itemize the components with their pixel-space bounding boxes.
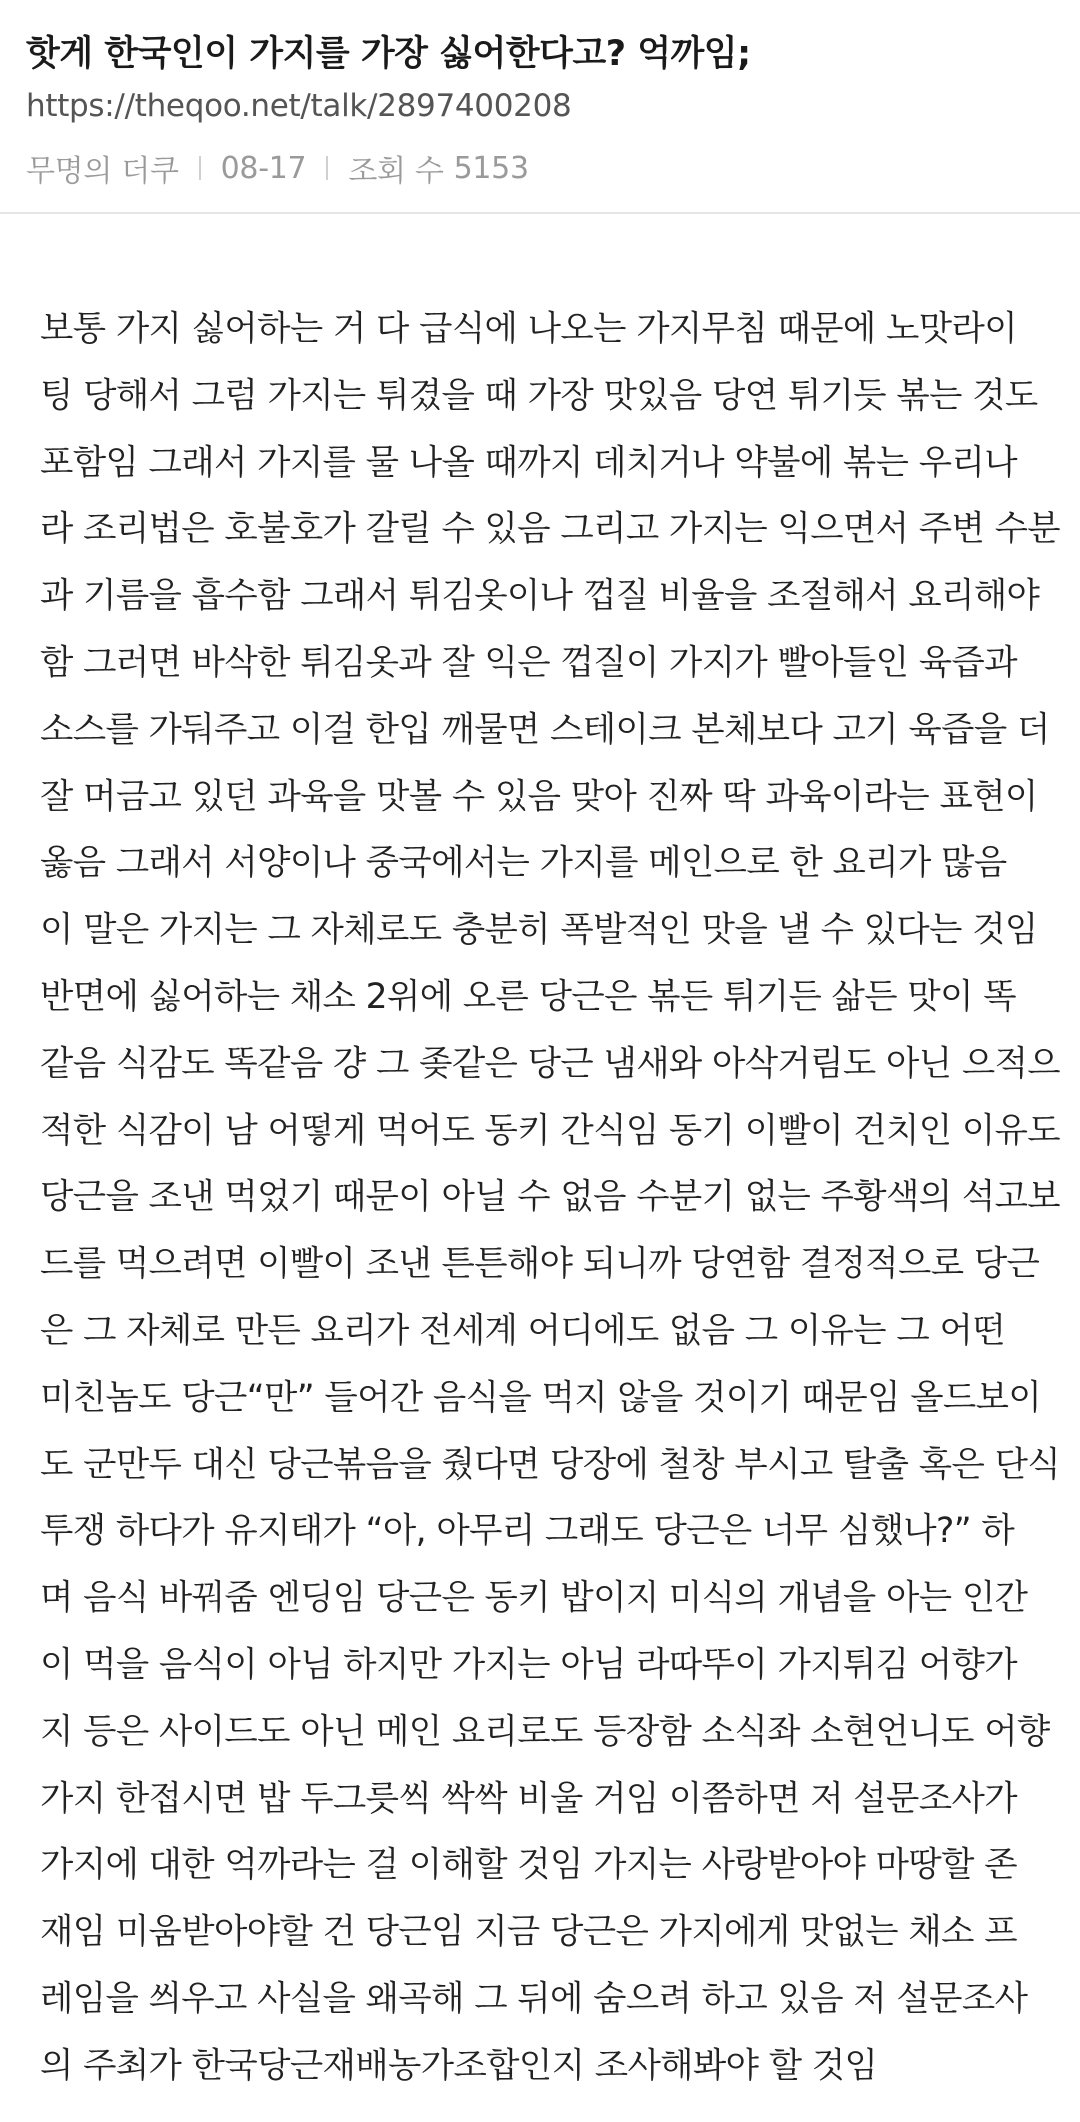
- body-line: 미친놈도 당근“만” 들어간 음식을 먹지 않을 것이기 때문임 올드보이: [40, 1377, 1042, 1418]
- body-line: 라 조리법은 호불호가 갈릴 수 있음 그리고 가지는 익으면서 주변 수분: [40, 509, 1061, 550]
- post-author[interactable]: 무명의 더쿠: [26, 154, 179, 189]
- body-line: 잘 머금고 있던 과육을 맛볼 수 있음 맞아 진짜 딱 과육이라는 표현이: [40, 776, 1038, 817]
- view-count-label: 조회 수: [348, 154, 444, 189]
- meta-divider: [199, 156, 201, 180]
- post-meta: [26, 146, 529, 190]
- body-line: 가지 한접시면 밥 두그릇씩 싹싹 비울 거임 이쯤하면 저 설문조사가: [40, 1778, 1017, 1819]
- body-line: 소스를 가둬주고 이걸 한입 깨물면 스테이크 본체보다 고기 육즙을 더: [40, 709, 1050, 750]
- body-line: 도 군만두 대신 당근볶음을 줬다면 당장에 철창 부시고 탈출 혹은 단식: [40, 1444, 1061, 1485]
- post-header: [0, 0, 1080, 214]
- body-line: 이 말은 가지는 그 자체로도 충분히 폭발적인 맛을 낼 수 있다는 것임: [40, 910, 1038, 951]
- body-line: 며 음식 바꿔줌 엔딩임 당근은 동키 밥이지 미식의 개념을 아는 인간: [40, 1578, 1028, 1619]
- post-date: 08-17: [220, 150, 307, 186]
- meta-divider: [326, 156, 328, 180]
- post-body: [40, 296, 1061, 2100]
- body-line: 지 등은 사이드도 아닌 메인 요리로도 등장함 소식좌 소현언니도 어향: [40, 1711, 1050, 1752]
- body-line: 레임을 씌우고 사실을 왜곡해 그 뒤에 숨으려 하고 있음 저 설문조사: [40, 1978, 1028, 2019]
- body-line: 과 기름을 흡수함 그래서 튀김옷이나 껍질 비율을 조절해서 요리해야: [40, 576, 1040, 617]
- body-line: 팅 당해서 그럼 가지는 튀겼을 때 가장 맛있음 당연 튀기듯 볶는 것도: [40, 375, 1038, 416]
- body-line: 투쟁 하다가 유지태가 “아, 아무리 그래도 당근은 너무 심했나?” 하: [40, 1511, 1015, 1552]
- body-line: 함 그러면 바삭한 튀김옷과 잘 익은 껍질이 가지가 빨아들인 육즙과: [40, 642, 1017, 683]
- body-line: 적한 식감이 남 어떻게 먹어도 동키 간식임 동기 이빨이 건치인 이유도: [40, 1110, 1061, 1151]
- body-line: 옳음 그래서 서양이나 중국에서는 가지를 메인으로 한 요리가 많음: [40, 843, 1007, 884]
- body-line: 재임 미움받아야할 건 당근임 지금 당근은 가지에게 맛없는 채소 프: [40, 1912, 1017, 1953]
- body-line: 반면에 싫어하는 채소 2위에 오른 당근은 볶든 튀기든 삶든 맛이 똑: [40, 976, 1016, 1017]
- body-line: 은 그 자체로 만든 요리가 전세계 어디에도 없음 그 이유는 그 어떤: [40, 1310, 1005, 1351]
- body-line: 보통 가지 싫어하는 거 다 급식에 나오는 가지무침 때문에 노맛라이: [40, 309, 1017, 349]
- body-line: 가지에 대한 억까라는 걸 이해할 것임 가지는 사랑받아야 마땅할 존: [40, 1845, 1017, 1886]
- body-line: 드를 먹으려면 이빨이 조낸 튼튼해야 되니까 당연함 결정적으로 당근: [40, 1244, 1040, 1285]
- post-url-link[interactable]: https://theqoo.net/talk/2897400208: [26, 88, 572, 124]
- body-line: 이 먹을 음식이 아님 하지만 가지는 아님 라따뚜이 가지튀김 어향가: [40, 1644, 1017, 1685]
- body-line: 같음 식감도 똑같음 걍 그 좆같은 당근 냄새와 아삭거림도 아닌 으적으: [40, 1043, 1061, 1084]
- body-line: 당근을 조낸 먹었기 때문이 아닐 수 없음 수분기 없는 주황색의 석고보: [40, 1177, 1061, 1218]
- body-line: 의 주최가 한국당근재배농가조합인지 조사해봐야 할 것임: [40, 2045, 878, 2086]
- body-line: 포함임 그래서 가지를 물 나올 때까지 데치거나 약불에 볶는 우리나: [40, 442, 1017, 483]
- view-count: 5153: [453, 150, 529, 186]
- post-title: 핫게 한국인이 가지를 가장 싫어한다고? 억까임;: [26, 34, 751, 74]
